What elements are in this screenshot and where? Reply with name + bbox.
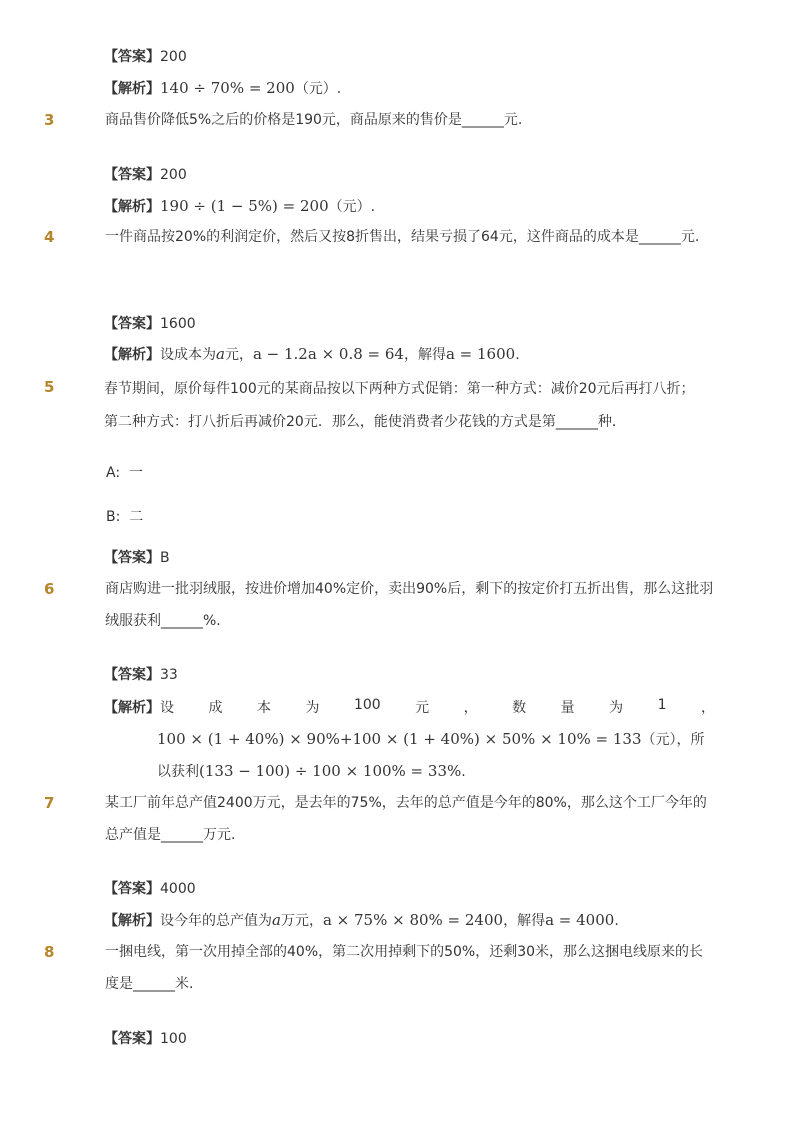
analysis-line-q6-3 <box>157 761 466 781</box>
answer-label: 【答案】 <box>104 49 160 65</box>
analysis-formula: 140 ÷ 70% = 200 <box>160 79 295 97</box>
analysis-word: ， <box>463 700 478 716</box>
analysis-text: 设今年的总产值为 <box>160 913 272 929</box>
analysis-text: 设成本为 <box>160 347 216 363</box>
analysis-formula: a × 75% × 80% = 2400 <box>322 911 504 929</box>
answer-line-q4 <box>104 313 196 333</box>
answer-line-q2 <box>104 46 187 66</box>
analysis-word: 100 <box>353 697 381 713</box>
option-b[interactable] <box>106 506 143 526</box>
analysis-word: 1 <box>657 697 667 713</box>
analysis-line-q3 <box>104 196 375 216</box>
answer-line-q7 <box>104 878 196 898</box>
analysis-text: 元， <box>224 347 253 363</box>
analysis-label: 【解析】 <box>104 347 160 363</box>
analysis-end: . <box>614 913 619 929</box>
answer-label: 【答案】 <box>104 1031 160 1047</box>
answer-value: 1600 <box>160 316 196 332</box>
analysis-text: ，解得 <box>503 913 546 929</box>
analysis-label: 【解析】 <box>104 199 160 215</box>
analysis-word: 数 <box>512 700 527 716</box>
option-a[interactable] <box>106 462 143 482</box>
analysis-line-q4 <box>104 344 520 364</box>
question-text: 商品售价降低5%之后的价格是190元，商品原来的售价是______元. <box>105 112 523 128</box>
analysis-text: （元），所 <box>641 732 705 748</box>
question-number: 4 <box>44 228 55 246</box>
analysis-end: （元）. <box>328 199 376 215</box>
analysis-word: 为 <box>305 700 320 716</box>
analysis-word: 元 <box>415 700 430 716</box>
analysis-result: a = 4000 <box>545 911 615 929</box>
answer-value: 4000 <box>160 881 196 897</box>
answer-value: B <box>160 550 170 566</box>
option-value: 一 <box>128 465 143 481</box>
answer-line-q8 <box>104 1028 187 1048</box>
analysis-word: 本 <box>256 700 271 716</box>
analysis-end: . <box>515 347 520 363</box>
option-key: A: <box>106 465 121 481</box>
analysis-line-q7 <box>104 910 619 930</box>
question-text: 商店购进一批羽绒服，按进价增加40%定价，卖出90%后，剩下的按定价打五折出售，那么这批羽绒服获利______%. <box>105 581 714 629</box>
analysis-end: （元）. <box>294 81 342 97</box>
analysis-word: 量 <box>560 700 575 716</box>
variable: a <box>272 911 281 929</box>
analysis-text: 万元， <box>280 913 323 929</box>
question-text: 某工厂前年总产值2400万元，是去年的75%，去年的总产值是今年的80%，那么这个工厂今年的总产值是______万元. <box>105 795 707 843</box>
answer-label: 【答案】 <box>104 316 160 332</box>
answer-value: 200 <box>160 167 187 183</box>
analysis-spaced-text <box>160 697 715 717</box>
question-text: 一件商品按20%的利润定价，然后又按8折售出，结果亏损了64元，这件商品的成本是______元. <box>105 229 700 245</box>
answer-value: 200 <box>160 49 187 65</box>
answer-line-q6 <box>104 664 178 684</box>
answer-value: 33 <box>160 667 178 683</box>
analysis-word: 为 <box>609 700 624 716</box>
analysis-word: ， <box>700 700 715 716</box>
answer-line-q3 <box>104 164 187 184</box>
question-number: 3 <box>44 111 55 129</box>
analysis-word: 设 <box>160 700 174 716</box>
answer-label: 【答案】 <box>104 167 160 183</box>
analysis-formula: (133 − 100) ÷ 100 × 100% = 33% <box>199 762 462 780</box>
analysis-text: ，解得 <box>403 347 446 363</box>
analysis-formula: 100 × (1 + 40%) × 90%+100 × (1 + 40%) × 50% × 10% = 133 <box>157 730 642 748</box>
analysis-line-q2 <box>104 78 341 98</box>
answer-value: 100 <box>160 1031 187 1047</box>
analysis-label: 【解析】 <box>104 700 160 716</box>
question-number: 8 <box>44 943 55 961</box>
question-text: 第二种方式：打八折后再减价20元．那么，能使消费者少花钱的方式是第______种． <box>104 414 626 430</box>
answer-label: 【答案】 <box>104 881 160 897</box>
analysis-line-q6 <box>104 697 715 717</box>
analysis-formula: a − 1.2a × 0.8 = 64 <box>252 345 404 363</box>
analysis-formula: 190 ÷ (1 − 5%) = 200 <box>160 197 329 215</box>
answer-line-q5 <box>104 547 170 567</box>
analysis-text: 以获利 <box>157 764 199 780</box>
analysis-label: 【解析】 <box>104 913 160 929</box>
analysis-result: a = 1600 <box>445 345 516 363</box>
question-text: 春节期间，原价每件100元的某商品按以下两种方式促销：第一种方式：减价20元后再打八折； <box>104 381 695 397</box>
question-number: 7 <box>44 794 55 812</box>
question-text: 一捆电线，第一次用掉全部的40%，第二次用掉剩下的50%，还剩30米，那么这捆电线原来的长度是______米. <box>105 944 704 992</box>
option-key: B: <box>106 509 121 525</box>
analysis-label: 【解析】 <box>104 81 160 97</box>
analysis-line-q6-2 <box>157 729 705 749</box>
answer-label: 【答案】 <box>104 667 160 683</box>
question-number: 5 <box>44 378 55 396</box>
option-value: 二 <box>129 509 144 525</box>
answer-label: 【答案】 <box>104 550 160 566</box>
question-number: 6 <box>44 580 55 598</box>
analysis-end: . <box>461 764 466 780</box>
variable: a <box>216 345 225 363</box>
analysis-word: 成 <box>208 700 223 716</box>
